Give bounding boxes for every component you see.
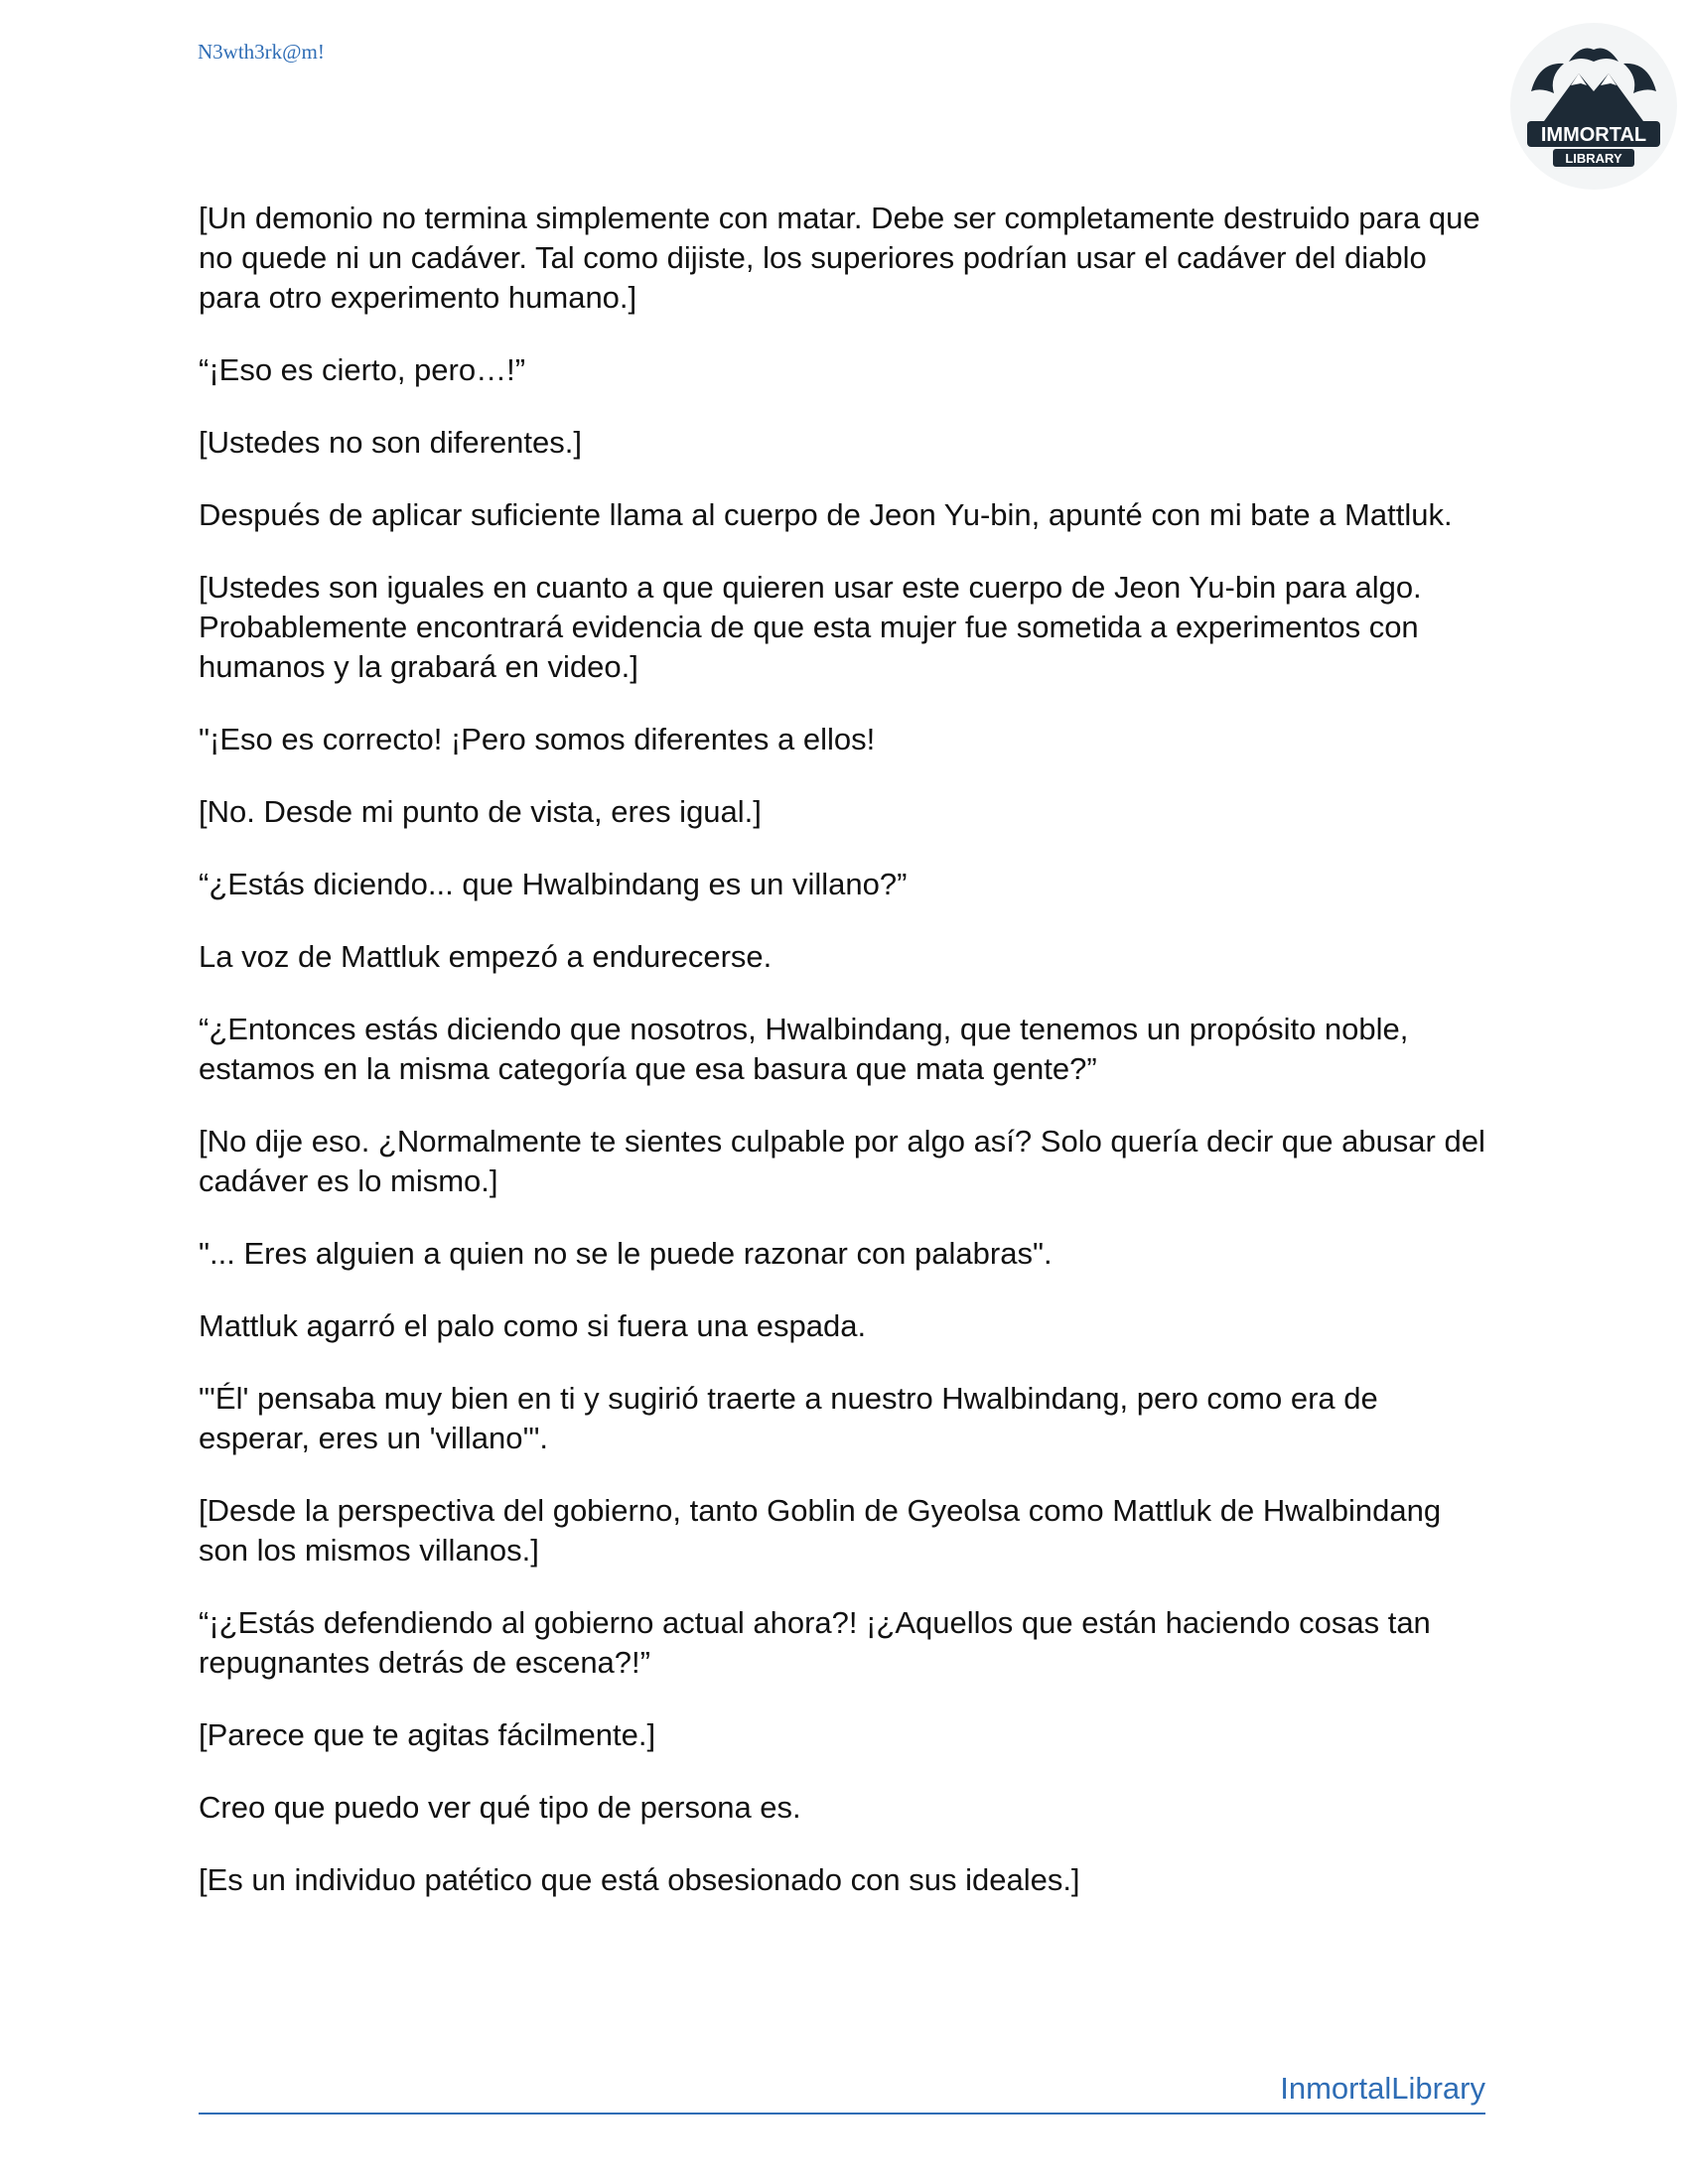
document-body: [199, 199, 1489, 1933]
paragraph: "¡Eso es correcto! ¡Pero somos diferentes a ellos!: [199, 722, 876, 756]
paragraph: "... Eres alguien a quien no se le puede razonar con palabras".: [199, 1236, 1053, 1271]
paragraph: “¿Entonces estás diciendo que nosotros, Hwalbindang, que tenemos un propósito noble, estamos en la misma categoría que esa basura que mata gente?”: [199, 1012, 1409, 1086]
logo-text-top: IMMORTAL: [1540, 124, 1647, 146]
paragraph: “¡¿Estás defendiendo al gobierno actual ahora?! ¡¿Aquellos que están haciendo cosas tan repugnantes detrás de escena?!”: [199, 1605, 1431, 1680]
paragraph: La voz de Mattluk empezó a endurecerse.: [199, 939, 773, 974]
paragraph: “¿Estás diciendo... que Hwalbindang es un villano?”: [199, 867, 908, 901]
paragraph: "'Él' pensaba muy bien en ti y sugirió traerte a nuestro Hwalbindang, pero como era de esperar, eres un 'villano'".: [199, 1381, 1378, 1455]
logo-text-bottom: LIBRARY: [1565, 151, 1622, 166]
header-watermark-text: N3wth3rk@m!: [198, 40, 325, 64]
paragraph: [No. Desde mi punto de vista, eres igual.]: [199, 794, 762, 829]
paragraph: [Desde la perspectiva del gobierno, tanto Goblin de Gyeolsa como Mattluk de Hwalbindang son los mismos villanos.]: [199, 1493, 1442, 1568]
paragraph: Después de aplicar suficiente llama al cuerpo de Jeon Yu-bin, apunté con mi bate a Mattluk.: [199, 497, 1453, 532]
footer-link-text[interactable]: InmortalLibrary: [1280, 2071, 1485, 2106]
paragraph: [No dije eso. ¿Normalmente te sientes culpable por algo así? Solo quería decir que abusar del cadáver es lo mismo.]: [199, 1124, 1485, 1198]
paragraph: [Es un individuo patético que está obsesionado con sus ideales.]: [199, 1862, 1080, 1897]
footer-link[interactable]: [199, 2067, 1485, 2115]
paragraph: [Ustedes no son diferentes.]: [199, 425, 583, 460]
paragraph: Mattluk agarró el palo como si fuera una espada.: [199, 1308, 867, 1343]
paragraph: [Parece que te agitas fácilmente.]: [199, 1717, 656, 1752]
paragraph: Creo que puedo ver qué tipo de persona es.: [199, 1790, 801, 1825]
paragraph: [Un demonio no termina simplemente con matar. Debe ser completamente destruido para que no quede ni un cadáver. Tal como dijiste, los superiores podrían usar el cadáver del diablo para otro experimento humano.]: [199, 201, 1480, 315]
paragraph: [Ustedes son iguales en cuanto a que quieren usar este cuerpo de Jeon Yu-bin para algo. Probablemente encontrará evidencia de que esta mujer fue sometida a experimentos con humanos y la grabará en video.]: [199, 570, 1422, 684]
paragraph: “¡Eso es cierto, pero…!”: [199, 352, 526, 387]
immortal-library-logo: [1509, 22, 1678, 191]
